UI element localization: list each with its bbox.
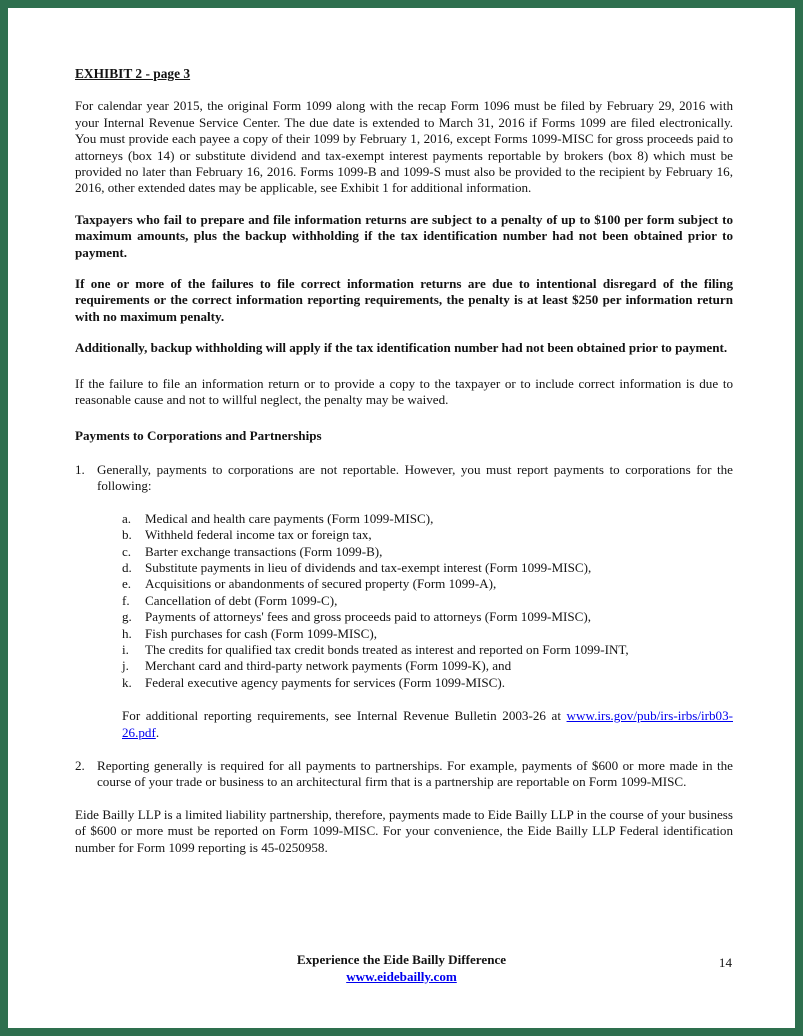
list-item-2 (75, 758, 733, 791)
list-item-text: Payments of attorneys' fees and gross proceeds paid to attorneys (Form 1099-MISC), (145, 609, 592, 625)
list-item-letter: c. (122, 543, 132, 559)
list-item-text: Merchant card and third-party network payments (Form 1099-K), and (145, 658, 512, 674)
list-item-2-text: Reporting generally is required for all payments to partnerships. For example, payments of $600 or more made in the course of your trade or business to an architectural firm that is a partnership are reportable on Form 1099-MISC. (97, 758, 733, 790)
list-item-c (122, 544, 733, 560)
bulletin-text-end: . (155, 724, 160, 740)
list-item-text: Substitute payments in lieu of dividends and tax-exempt interest (Form 1099-MISC), (145, 559, 592, 575)
eide-bailly-link[interactable]: www.eidebailly.com (346, 969, 457, 984)
paragraph-penalty-100: Taxpayers who fail to prepare and file information returns are subject to a penalty of up to $100 per form subject to maximum amounts, plus the backup withholding if the tax identification number had not been obtained prior to payment. (75, 211, 733, 260)
list-item-letter: i. (122, 641, 129, 657)
list-item-1 (75, 462, 733, 495)
page-number: 14 (718, 954, 732, 970)
list-item-letter: f. (122, 592, 130, 608)
list-item-b (122, 527, 733, 543)
section-heading-payments: Payments to Corporations and Partnerships (75, 427, 322, 443)
list-item-d (122, 560, 733, 576)
paragraph-penalty-waiver: If the failure to file an information return or to provide a copy to the taxpayer or to include correct information is due to reasonable cause and not to willful neglect, the penalty may be waived. (75, 375, 733, 408)
list-item-e (122, 576, 733, 592)
list-item-letter: g. (122, 609, 132, 625)
list-item-letter: b. (122, 527, 132, 543)
list-item-k (122, 675, 733, 691)
list-item-letter: k. (122, 674, 132, 690)
footer-tagline: Experience the Eide Bailly Difference (296, 952, 507, 967)
list-item-letter: h. (122, 625, 132, 641)
list-item-text: Federal executive agency payments for services (Form 1099-MISC). (145, 674, 505, 690)
paragraph-filing-deadlines: For calendar year 2015, the original Form 1099 along with the recap Form 1096 must be filed by February 29, 2016 with your Internal Revenue Service Center. The due date is extended to March 31, 2016 if Forms 1099 are filed electronically. You must provide each payee a copy of their 1099 by February 1, 2016, except Forms 1099-MISC for gross proceeds paid to attorneys (box 14) or substitute dividend and tax-exempt interest payments reportable by brokers (box 8) which must be provided no later than February 16, 2016. Forms 1099-B and 1099-S must also be provided to the recipient by February 16, 2016, other extended dates may be applicable, see Exhibit 1 for additional information. (75, 98, 733, 196)
list-item-text: Withheld federal income tax or foreign tax, (145, 527, 372, 543)
list-item-text: The credits for qualified tax credit bonds treated as interest and reported on Form 1099-INT, (145, 641, 629, 657)
list-item-text: Acquisitions or abandonments of secured property (Form 1099-A), (145, 576, 497, 592)
irs-bulletin-link[interactable]: www.irs.gov/pub/irs-irbs/irb03-26.pdf (122, 708, 733, 740)
paragraph-irs-bulletin (122, 708, 733, 741)
list-item-h (122, 626, 733, 642)
list-item-text: Cancellation of debt (Form 1099-C), (145, 592, 338, 608)
list-item-text: Medical and health care payments (Form 1099-MISC), (145, 510, 434, 526)
document-content (8, 8, 795, 856)
bulletin-text: For additional reporting requirements, see Internal Revenue Bulletin 2003-26 at (122, 708, 567, 724)
list-item-a (122, 511, 733, 527)
paragraph-backup-withholding: Additionally, backup withholding will apply if the tax identification number had not been obtained prior to payment. (75, 340, 728, 356)
page-footer (8, 952, 795, 985)
list-item-text: Fish purchases for cash (Form 1099-MISC), (145, 625, 378, 641)
list-item-text: Barter exchange transactions (Form 1099-B), (145, 543, 383, 559)
list-item-j (122, 658, 733, 674)
list-item-1-text: Generally, payments to corporations are not reportable. However, you must report payments to corporations for the following: (97, 461, 733, 494)
list-item-2-number: 2. (75, 758, 85, 773)
list-item-f (122, 593, 733, 609)
list-item-i (122, 642, 733, 658)
list-item-letter: a. (122, 510, 132, 526)
list-item-letter: d. (122, 559, 132, 575)
exhibit-heading: EXHIBIT 2 - page 3 (75, 66, 191, 81)
list-item-letter: j. (122, 658, 129, 674)
list-item-g (122, 609, 733, 625)
paragraph-penalty-250: If one or more of the failures to file correct information returns are due to intentional disregard of the filing requirements or the correct information reporting requirements, the penalty is at least $250 per information return with no maximum penalty. (75, 276, 733, 324)
list-item-1-number: 1. (75, 461, 85, 477)
paragraph-eide-bailly: Eide Bailly LLP is a limited liability partnership, therefore, payments made to Eide Bailly LLP in the course of your business of $600 or more must be reported on Form 1099-MISC. For your convenience, the Eide Bailly LLP Federal identification number for Form 1099 reporting is 45-0250958. (75, 806, 733, 855)
list-item-letter: e. (122, 576, 132, 592)
corporation-payments-sublist (122, 511, 733, 691)
